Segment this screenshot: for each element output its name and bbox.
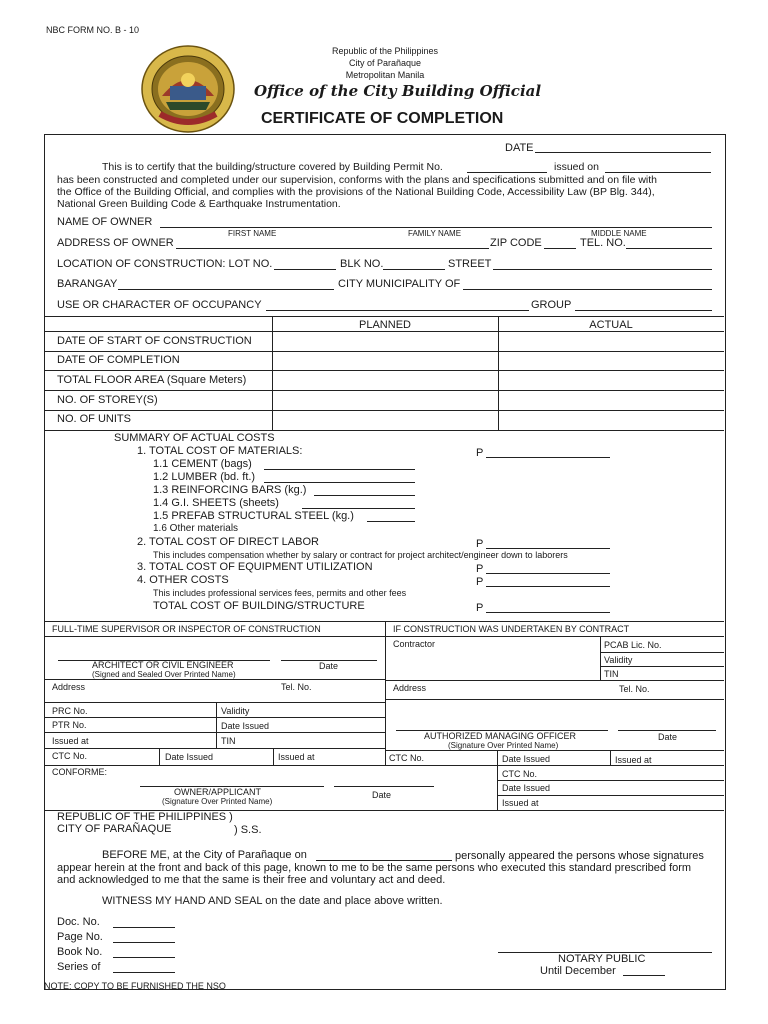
- owner-applicant-caption: OWNER/APPLICANT: [174, 787, 262, 797]
- zip-code-label: ZIP CODE: [490, 237, 542, 249]
- materials-field[interactable]: [486, 457, 610, 458]
- book-no-field[interactable]: [113, 957, 175, 958]
- series-label: Series of: [57, 961, 101, 973]
- cost-item: 1.1 CEMENT (bags): [153, 458, 252, 470]
- prc-label: PRC No.: [52, 706, 88, 716]
- equipment-label: 3. TOTAL COST OF EQUIPMENT UTILIZATION: [137, 561, 373, 573]
- zip-code-field[interactable]: [544, 248, 576, 249]
- architect-date-caption: Date: [319, 661, 339, 671]
- planned-header: PLANNED: [359, 319, 411, 331]
- contractor-tin-label: TIN: [604, 669, 619, 679]
- labor-label: 2. TOTAL COST OF DIRECT LABOR: [137, 536, 319, 548]
- contractor-label: Contractor: [393, 639, 436, 649]
- lot-field[interactable]: [274, 269, 336, 270]
- address-label: Address: [52, 682, 86, 692]
- permit-no-field[interactable]: [467, 172, 547, 173]
- contractor-heading: IF CONSTRUCTION WAS UNDERTAKEN BY CONTRACT: [393, 624, 630, 634]
- contractor-address-label: Address: [393, 683, 427, 693]
- page-no-label: Page No.: [57, 931, 103, 943]
- city-municipality-field[interactable]: [463, 289, 712, 290]
- doc-no-field[interactable]: [113, 927, 175, 928]
- group-field[interactable]: [575, 310, 712, 311]
- tin-label: TIN: [221, 736, 236, 746]
- blk-label: BLK NO.: [340, 258, 384, 270]
- conforme-ctc-label: CTC No.: [502, 769, 538, 779]
- conforme-label: CONFORME:: [52, 767, 107, 777]
- cost-item: 1.6 Other materials: [153, 523, 239, 534]
- date-issued-label: Date Issued: [221, 721, 270, 731]
- tel-field[interactable]: [626, 248, 712, 249]
- family-name-caption: FAMILY NAME: [408, 229, 462, 238]
- rebar-field[interactable]: [314, 495, 415, 496]
- notary-line3: and acknowledged to me that the same is their free and voluntary act and deed.: [57, 874, 446, 886]
- certify-line4: National Green Building Code & Earthquake Instrumentation.: [57, 198, 341, 210]
- certify-line2: has been constructed and completed under our supervision, conforms with the plans and specifications submitted and on file with: [57, 174, 658, 186]
- book-no-label: Book No.: [57, 946, 103, 958]
- owner-name-field[interactable]: [160, 227, 712, 228]
- total-cost-label: TOTAL COST OF BUILDING/STRUCTURE: [153, 600, 365, 612]
- notary-date-field[interactable]: [316, 860, 452, 861]
- officer-signature-caption: (Signature Over Printed Name): [448, 741, 559, 750]
- contractor-validity-label: Validity: [604, 655, 633, 665]
- owner-signature-caption: (Signature Over Printed Name): [162, 797, 273, 806]
- owner-date-field[interactable]: [334, 786, 434, 787]
- barangay-field[interactable]: [118, 289, 334, 290]
- date-label: DATE: [505, 142, 534, 154]
- street-field[interactable]: [493, 269, 712, 270]
- group-label: GROUP: [531, 299, 572, 311]
- lot-label: LOCATION OF CONSTRUCTION: LOT NO.: [57, 258, 273, 270]
- labor-field[interactable]: [486, 548, 610, 549]
- peso-sign: P: [476, 576, 484, 588]
- middle-name-caption: MIDDLE NAME: [591, 229, 647, 238]
- other-costs-note: This includes professional services fees, permits and other fees: [153, 588, 407, 598]
- peso-sign: P: [476, 563, 484, 575]
- street-label: STREET: [448, 258, 492, 270]
- ctc-issued-at-label: Issued at: [278, 752, 315, 762]
- supervisor-heading: FULL-TIME SUPERVISOR OR INSPECTOR OF CONSTRUCTION: [52, 624, 321, 634]
- cost-item: 1.2 LUMBER (bd. ft.): [153, 471, 256, 483]
- total-cost-field[interactable]: [486, 612, 610, 613]
- table-row-label: NO. OF UNITS: [57, 413, 131, 425]
- tel-label: TEL. NO.: [580, 237, 626, 249]
- contractor-tel-label: Tel. No.: [619, 684, 650, 694]
- barangay-label: BARANGAY: [57, 278, 118, 290]
- series-field[interactable]: [113, 972, 175, 973]
- ctc-date-issued-label: Date Issued: [165, 752, 214, 762]
- peso-sign: P: [476, 538, 484, 550]
- officer-caption: AUTHORIZED MANAGING OFFICER: [424, 731, 577, 741]
- contractor-date-issued-label: Date Issued: [502, 754, 551, 764]
- republic-text: Republic of the Philippines: [331, 46, 439, 56]
- pcab-label: PCAB Lic. No.: [604, 640, 662, 650]
- steel-field[interactable]: [367, 521, 415, 522]
- date-field[interactable]: [535, 152, 711, 153]
- conforme-issued-at-label: Issued at: [502, 798, 539, 808]
- until-december-label: Until December: [540, 965, 616, 977]
- cost-item: 1.4 G.I. SHEETS (sheets): [153, 497, 279, 509]
- actual-header: ACTUAL: [589, 319, 633, 331]
- contractor-issued-at-label: Issued at: [615, 755, 652, 765]
- equipment-field[interactable]: [486, 573, 610, 574]
- occupancy-label: USE OR CHARACTER OF OCCUPANCY: [57, 299, 262, 311]
- peso-sign: P: [476, 602, 484, 614]
- table-row-label: TOTAL FLOOR AREA (Square Meters): [57, 374, 247, 386]
- issued-at-label: Issued at: [52, 736, 89, 746]
- certify-line3: the Office of the Building Official, and complies with the provisions of the National Building Code, Accessibility Law (BP Blg. 344),: [57, 186, 655, 198]
- gi-sheets-field[interactable]: [302, 508, 415, 509]
- peso-sign: P: [476, 447, 484, 459]
- signed-caption: (Signed and Sealed Over Printed Name): [92, 670, 236, 679]
- notary-line2: appear herein at the front and back of this page, known to me to be the same persons who executed this standard prescribed form: [57, 862, 692, 874]
- summary-heading: SUMMARY OF ACTUAL COSTS: [114, 432, 275, 444]
- occupancy-field[interactable]: [266, 310, 529, 311]
- issued-on-field[interactable]: [605, 172, 711, 173]
- notary-city: CITY OF PARAÑAQUE: [57, 823, 172, 835]
- tel-label: Tel. No.: [281, 682, 312, 692]
- other-costs-label: 4. OTHER COSTS: [137, 574, 229, 586]
- owner-date-caption: Date: [372, 790, 392, 800]
- cost-item: 1.3 REINFORCING BARS (kg.): [153, 484, 307, 496]
- cost-item: 1.5 PREFAB STRUCTURAL STEEL (kg.): [153, 510, 354, 522]
- table-row-label: DATE OF START OF CONSTRUCTION: [57, 335, 252, 347]
- before-me-text: BEFORE ME, at the City of Parañaque on: [102, 849, 307, 861]
- blk-field[interactable]: [383, 269, 445, 270]
- contractor-ctc-label: CTC No.: [389, 753, 425, 763]
- notary-republic: REPUBLIC OF THE PHILIPPINES ): [57, 811, 233, 823]
- cement-field[interactable]: [264, 469, 415, 470]
- footer-note: NOTE: COPY TO BE FURNISHED THE NSO: [44, 981, 226, 991]
- ctc-label: CTC No.: [52, 751, 88, 761]
- owner-name-label: NAME OF OWNER: [57, 216, 153, 228]
- city-seal: [140, 44, 236, 134]
- certify-issued-on: issued on: [554, 161, 599, 173]
- region-text: Metropolitan Manila: [345, 70, 425, 80]
- form-number: NBC FORM NO. B - 10: [46, 25, 140, 35]
- table-row-label: DATE OF COMPLETION: [57, 354, 180, 366]
- conforme-date-issued-label: Date Issued: [502, 783, 551, 793]
- witness-text: WITNESS MY HAND AND SEAL on the date and place above written.: [102, 895, 443, 907]
- city-municipality-label: CITY MUNICIPALITY OF: [338, 278, 461, 290]
- city-text: City of Parañaque: [348, 58, 422, 68]
- other-costs-field[interactable]: [486, 586, 610, 587]
- officer-date-field[interactable]: [618, 730, 716, 731]
- officer-date-caption: Date: [658, 732, 678, 742]
- owner-address-label: ADDRESS OF OWNER: [57, 237, 174, 249]
- lumber-field[interactable]: [264, 482, 415, 483]
- until-year-field[interactable]: [623, 975, 665, 976]
- doc-no-label: Doc. No.: [57, 916, 100, 928]
- table-row-label: NO. OF STOREY(S): [57, 394, 158, 406]
- office-title: Office of the City Building Official: [254, 82, 542, 100]
- ptr-label: PTR No.: [52, 720, 87, 730]
- architect-caption: ARCHITECT OR CIVIL ENGINEER: [92, 660, 234, 670]
- owner-address-field[interactable]: [176, 248, 489, 249]
- notary-ss: ) S.S.: [234, 824, 262, 836]
- before-me-text-b: personally appeared the persons whose signatures: [455, 850, 704, 862]
- materials-label: 1. TOTAL COST OF MATERIALS:: [137, 445, 303, 457]
- validity-label: Validity: [221, 706, 250, 716]
- notary-public-label: NOTARY PUBLIC: [558, 953, 646, 965]
- certify-line1a: This is to certify that the building/structure covered by Building Permit No.: [102, 161, 443, 173]
- first-name-caption: FIRST NAME: [228, 229, 277, 238]
- labor-note: This includes compensation whether by salary or contract for project architect/engineer down to laborers: [153, 550, 568, 560]
- page-title: CERTIFICATE OF COMPLETION: [261, 110, 504, 127]
- page-no-field[interactable]: [113, 942, 175, 943]
